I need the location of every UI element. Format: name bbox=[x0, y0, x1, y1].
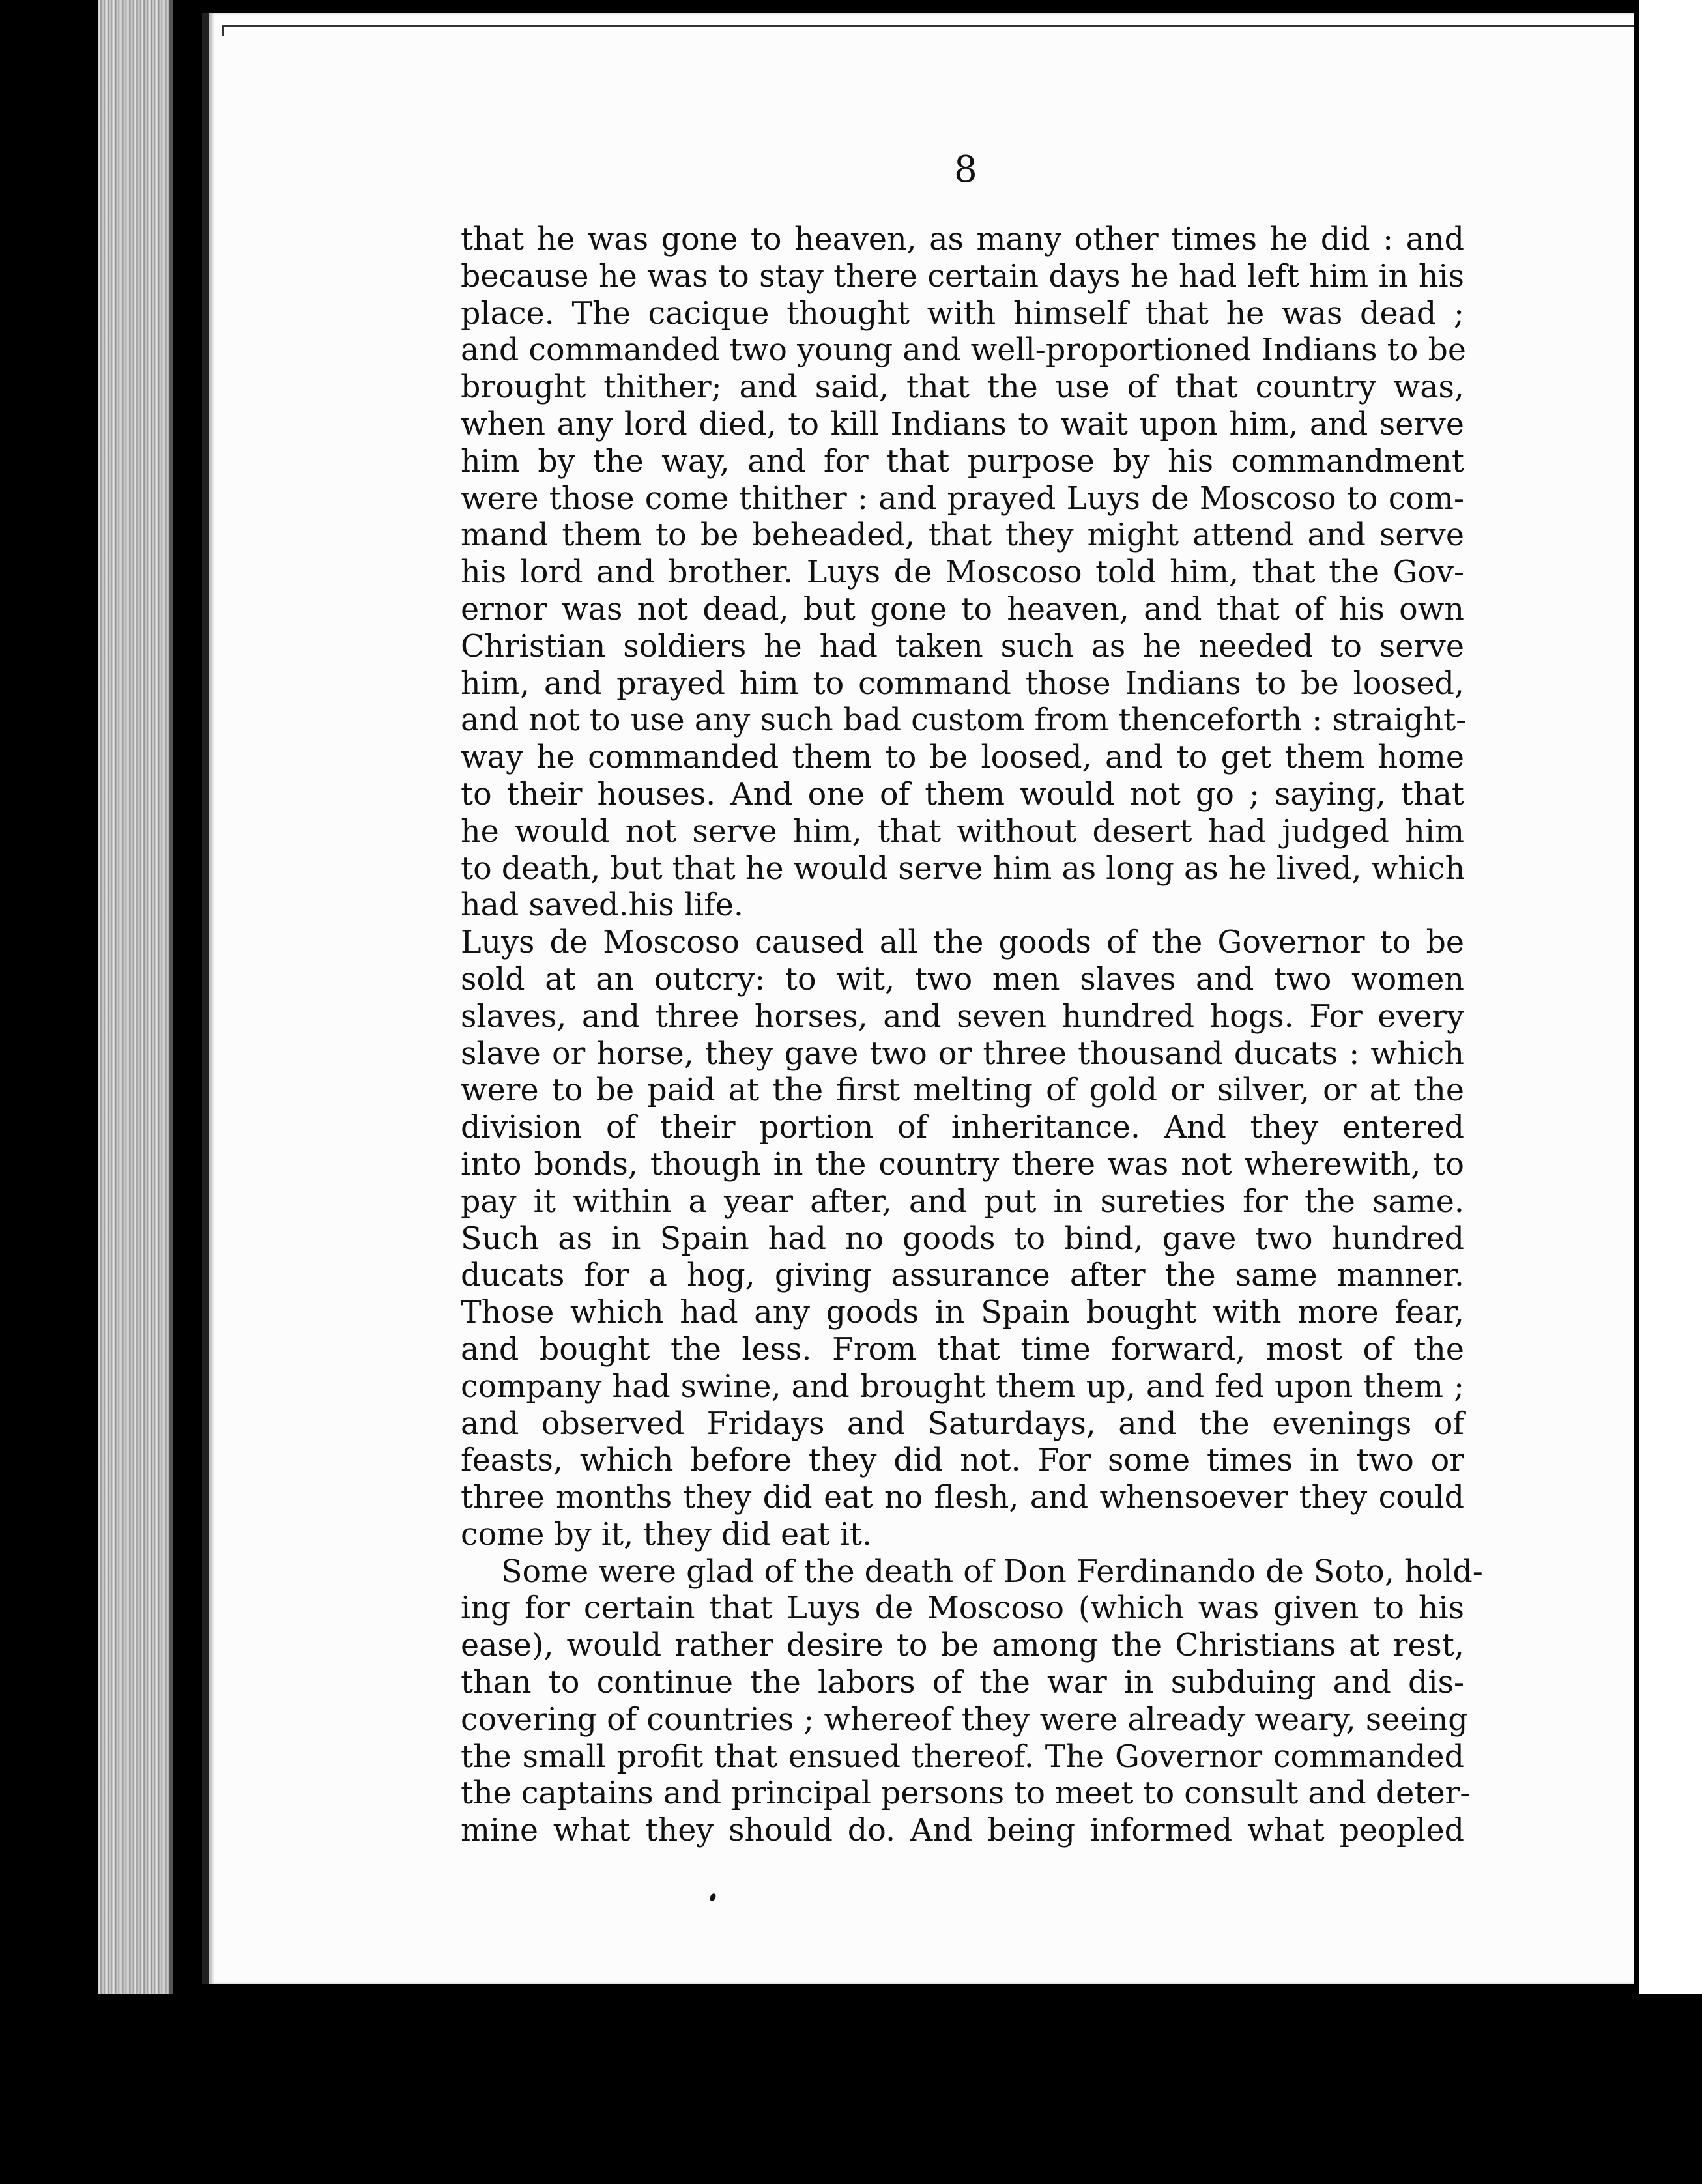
text-line: pay it within a year after, and put in sureties for the same. bbox=[461, 1183, 1464, 1220]
facing-page-edge bbox=[1634, 0, 1702, 1994]
text-line: division of their portion of inheritance. And they entered bbox=[461, 1110, 1464, 1146]
book-page-edges bbox=[98, 0, 173, 1994]
page-number: 8 bbox=[954, 149, 977, 191]
text-line: and bought the less. From that time forward, most of the bbox=[461, 1331, 1464, 1368]
text-line: had saved.his life. bbox=[461, 887, 743, 924]
text-line: were those come thither : and prayed Luys de Moscoso to com- bbox=[461, 480, 1464, 517]
text-line: sold at an outcry: to wit, two men slaves and two women bbox=[461, 961, 1464, 998]
text-line: covering of countries ; whereof they were already weary, seeing bbox=[461, 1701, 1468, 1738]
text-line: place. The cacique thought with himself that he was dead ; bbox=[461, 295, 1464, 332]
text-line: Such as in Spain had no goods to bind, gave two hundred bbox=[461, 1220, 1464, 1257]
text-line: and observed Fridays and Saturdays, and the evenings of bbox=[461, 1405, 1464, 1442]
text-line: were to be paid at the first melting of gold or silver, or at the bbox=[461, 1072, 1464, 1109]
text-line: the small profit that ensued thereof. The Governor commanded bbox=[461, 1738, 1464, 1775]
text-line: slaves, and three horses, and seven hundred hogs. For every bbox=[461, 998, 1464, 1035]
text-line: he would not serve him, that without desert had judged him bbox=[461, 813, 1464, 850]
text-line: and not to use any such bad custom from thenceforth : straight- bbox=[461, 702, 1467, 739]
body-text bbox=[461, 222, 1483, 1850]
text-line: when any lord died, to kill Indians to wait upon him, and serve bbox=[461, 406, 1464, 442]
text-line: Christian soldiers he had taken such as he needed to serve bbox=[461, 628, 1464, 665]
text-line: feasts, which before they did not. For some times in two or bbox=[461, 1443, 1464, 1479]
text-line: ernor was not dead, but gone to heaven, and that of his own bbox=[461, 591, 1464, 627]
text-line: company had swine, and brought them up, and fed upon them ; bbox=[461, 1368, 1464, 1405]
text-line: brought thither; and said, that the use of that country was, bbox=[461, 369, 1464, 406]
text-line: him by the way, and for that purpose by his commandment bbox=[461, 443, 1464, 480]
text-line: Luys de Moscoso caused all the goods of the Governor to be bbox=[461, 925, 1464, 961]
text-line: because he was to stay there certain days he had left him in his bbox=[461, 258, 1464, 295]
text-line: come by it, they did eat it. bbox=[461, 1516, 873, 1553]
text-line: into bonds, though in the country there was not wherewith, to bbox=[461, 1146, 1464, 1183]
text-line: the captains and principal persons to meet to consult and deter- bbox=[461, 1775, 1471, 1812]
text-line: Some were glad of the death of Don Ferdinando de Soto, hold- bbox=[501, 1553, 1483, 1590]
text-line: to their houses. And one of them would not go ; saying, that bbox=[461, 776, 1464, 812]
text-line: to death, but that he would serve him as long as he lived, which bbox=[461, 850, 1465, 887]
text-line: Those which had any goods in Spain bought with more fear, bbox=[461, 1295, 1464, 1331]
text-line: mand them to be beheaded, that they might attend and serve bbox=[461, 517, 1464, 554]
text-line: way he commanded them to be loosed, and to get them home bbox=[461, 740, 1464, 776]
text-line: him, and prayed him to command those Indians to be loosed, bbox=[461, 665, 1464, 702]
text-line: three months they did eat no flesh, and whensoever they could bbox=[461, 1480, 1464, 1516]
text-line: ducats for a hog, giving assurance after the same manner. bbox=[461, 1257, 1464, 1294]
text-line: and commanded two young and well-proportioned Indians to be bbox=[461, 332, 1466, 369]
text-line: ease), would rather desire to be among the Christians at rest, bbox=[461, 1628, 1464, 1664]
text-line: his lord and brother. Luys de Moscoso told him, that the Gov- bbox=[461, 554, 1464, 591]
text-line: ing for certain that Luys de Moscoso (which was given to his bbox=[461, 1590, 1464, 1627]
text-line: that he was gone to heaven, as many other times he did : and bbox=[461, 222, 1464, 257]
text-line: slave or horse, they gave two or three thousand ducats : which bbox=[461, 1035, 1464, 1072]
text-line: mine what they should do. And being informed what peopled bbox=[461, 1813, 1464, 1849]
text-line: than to continue the labors of the war in subduing and dis- bbox=[461, 1665, 1464, 1701]
